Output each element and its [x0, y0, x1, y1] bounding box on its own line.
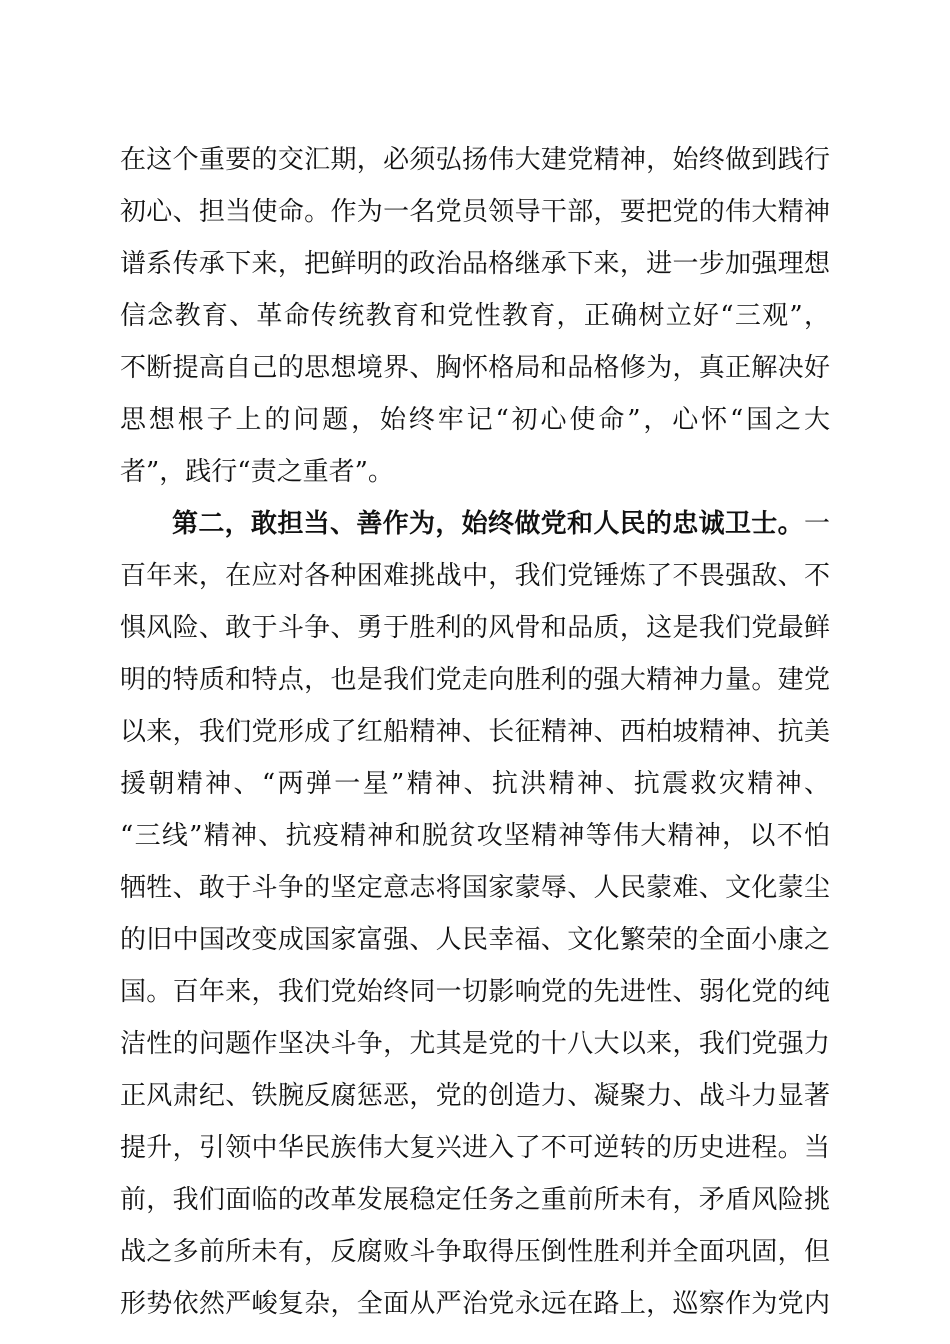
- paragraph-2-line-14: 战之多前所未有，反腐败斗争取得压倒性胜利并全面巩固，但: [120, 1237, 830, 1267]
- paragraph-2-line-15: 形势依然严峻复杂，全面从严治党永远在路上，巡察作为党内: [120, 1289, 830, 1319]
- paragraph-1-line-5: 不断提高自己的思想境界、胸怀格局和品格修为，真正解决好: [120, 353, 830, 383]
- paragraph-2-line-13: 前，我们面临的改革发展稳定任务之重前所未有，矛盾风险挑: [120, 1185, 830, 1215]
- paragraph-2-first-line-rest: 一: [803, 509, 830, 539]
- paragraph-2-line-7: 牺牲、敢于斗争的坚定意志将国家蒙辱、人民蒙难、文化蒙尘: [120, 873, 830, 903]
- paragraph-2-line-4: 以来，我们党形成了红船精神、长征精神、西柏坡精神、抗美: [120, 717, 830, 747]
- paragraph-2-line-1: 百年来，在应对各种困难挑战中，我们党锤炼了不畏强敌、不: [120, 561, 830, 591]
- paragraph-2-line-9: 国。百年来，我们党始终同一切影响党的先进性、弱化党的纯: [120, 977, 830, 1007]
- paragraph-2-line-8: 的旧中国改变成国家富强、人民幸福、文化繁荣的全面小康之: [120, 925, 830, 955]
- paragraph-2-line-6: “三线”精神、抗疫精神和脱贫攻坚精神等伟大精神，以不怕: [120, 821, 830, 851]
- paragraph-2-line-3: 明的特质和特点，也是我们党走向胜利的强大精神力量。建党: [120, 665, 830, 695]
- paragraph-2-line-11: 正风肃纪、铁腕反腐惩恶，党的创造力、凝聚力、战斗力显著: [120, 1081, 830, 1111]
- paragraph-1-line-6: 思想根子上的问题，始终牢记“初心使命”，心怀“国之大: [120, 405, 830, 435]
- paragraph-2-line-5: 援朝精神、“两弹一星”精神、抗洪精神、抗震救灾精神、: [120, 769, 830, 799]
- paragraph-1-line-2: 初心、担当使命。作为一名党员领导干部，要把党的伟大精神: [120, 197, 830, 227]
- paragraph-2-line-12: 提升，引领中华民族伟大复兴进入了不可逆转的历史进程。当: [120, 1133, 830, 1163]
- paragraph-2-line-2: 惧风险、敢于斗争、勇于胜利的风骨和品质，这是我们党最鲜: [120, 613, 830, 643]
- paragraph-2-first-line: [172, 498, 830, 550]
- paragraph-2-line-10: 洁性的问题作坚决斗争，尤其是党的十八大以来，我们党强力: [120, 1029, 830, 1059]
- paragraph-1-line-4: 信念教育、革命传统教育和党性教育，正确树立好“三观”，: [120, 301, 830, 331]
- paragraph-1-line-1: 在这个重要的交汇期，必须弘扬伟大建党精神，始终做到践行: [120, 145, 830, 175]
- paragraph-1-line-3: 谱系传承下来，把鲜明的政治品格继承下来，进一步加强理想: [120, 249, 830, 279]
- section-heading: 第二，敢担当、善作为，始终做党和人民的忠诚卫士。: [172, 509, 804, 539]
- paragraph-1-line-7: 者”，践行“责之重者”。: [120, 457, 394, 487]
